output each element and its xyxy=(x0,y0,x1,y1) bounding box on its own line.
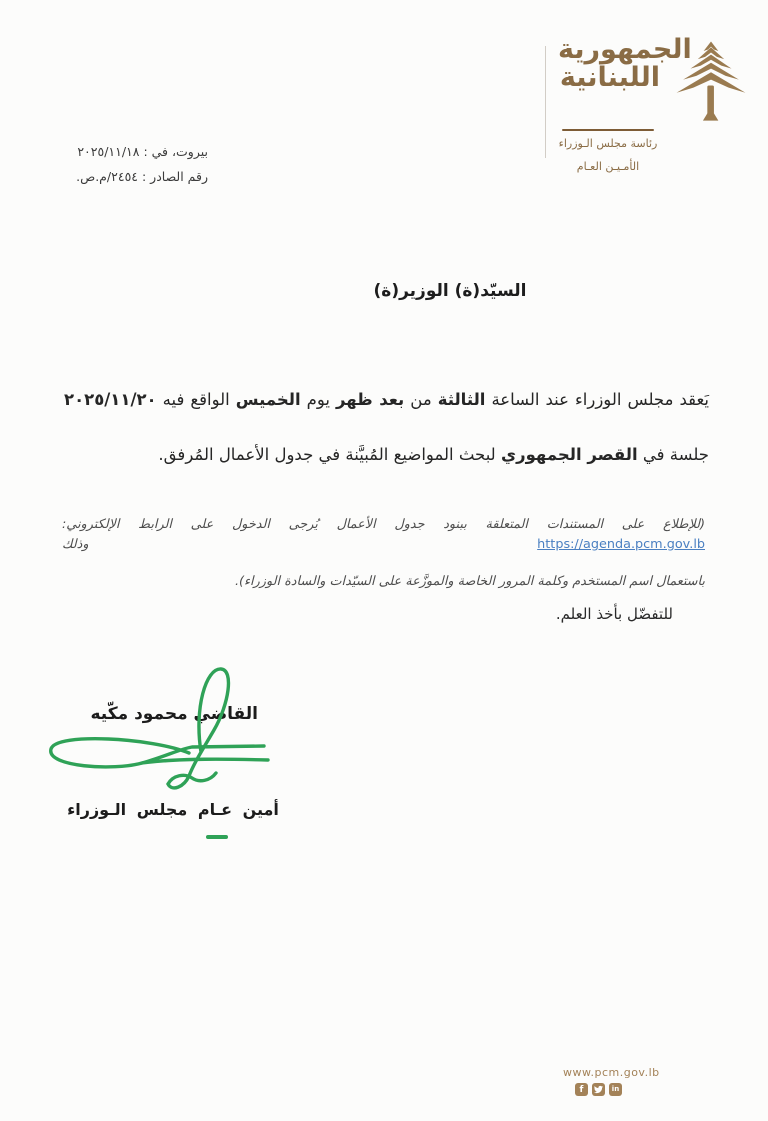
body-text: لبحث المواضيع المُبيَّنة في جدول الأعمال المُرفق. xyxy=(158,445,501,464)
signatory-title: أمين عـام مجلس الـوزراء xyxy=(67,800,279,819)
body-text: يوم xyxy=(300,390,336,409)
letterhead-rule xyxy=(562,129,654,131)
signature-green-dash xyxy=(206,835,228,839)
city-date: بيروت، في : ٢٠٢٥/١١/١٨ xyxy=(77,144,208,159)
footer xyxy=(563,1066,683,1096)
presidency-label: رئاسة مجلس الـوزراء xyxy=(558,137,658,150)
body-bold-afternoon: بعد ظهر xyxy=(336,390,405,409)
secretary-general-label: الأمـيـن العـام xyxy=(576,160,640,173)
recipient-line: السيّد(ة) الوزير(ة) xyxy=(373,281,527,301)
letter-meta xyxy=(28,139,208,189)
body-text: يَعقد مجلس الوزراء عند الساعة xyxy=(485,390,709,409)
twitter-icon[interactable] xyxy=(592,1083,605,1096)
linkedin-icon[interactable]: in xyxy=(609,1083,622,1096)
republic-line1: الجمهورية xyxy=(558,34,692,65)
signatory-name: القاضي محمود مكّيه xyxy=(90,704,258,724)
body-bold-time: الثالثة xyxy=(437,390,486,409)
body-paragraph xyxy=(64,388,709,467)
handwritten-signature xyxy=(38,660,278,810)
footer-social-icons xyxy=(575,1083,683,1096)
body-bold-date: ٢٠٢٥/١١/٢٠ xyxy=(64,390,157,409)
body-text: جلسة في xyxy=(637,445,709,464)
body-bold-day: الخميس xyxy=(235,390,301,409)
signature-block xyxy=(38,660,283,850)
note-line2: باستعمال اسم المستخدم وكلمة المرور الخاصة والموزَّعة على السيّدات والسادة الوزراء). xyxy=(234,574,705,589)
body-line1 xyxy=(64,388,709,412)
republic-calligraphy xyxy=(558,34,692,94)
facebook-icon[interactable]: f xyxy=(575,1083,588,1096)
note-text-after-link: وذلك xyxy=(62,537,538,552)
body-text: من xyxy=(404,390,438,409)
body-bold-palace: القصر الجمهوري xyxy=(500,445,638,464)
reference-number: رقم الصادر : ٢٤٥٤/م.ص. xyxy=(76,169,208,184)
body-text: الواقع فيه xyxy=(156,390,236,409)
body-line2 xyxy=(64,443,709,467)
note-text-before-link: (للإطلاع على المستندات المتعلقة ببنود جدول الأعمال يُرجى الدخول على الرابط الإلكتروني: xyxy=(62,517,705,532)
note-line1 xyxy=(62,515,705,555)
republic-line2: اللبنانية xyxy=(559,62,661,94)
agenda-link[interactable]: https://agenda.pcm.gov.lb xyxy=(537,537,705,552)
note-paragraph xyxy=(62,515,705,592)
closing-line: للتفضّل بأخذ العلم. xyxy=(555,605,673,623)
footer-website-link[interactable]: www.pcm.gov.lb xyxy=(563,1066,660,1079)
